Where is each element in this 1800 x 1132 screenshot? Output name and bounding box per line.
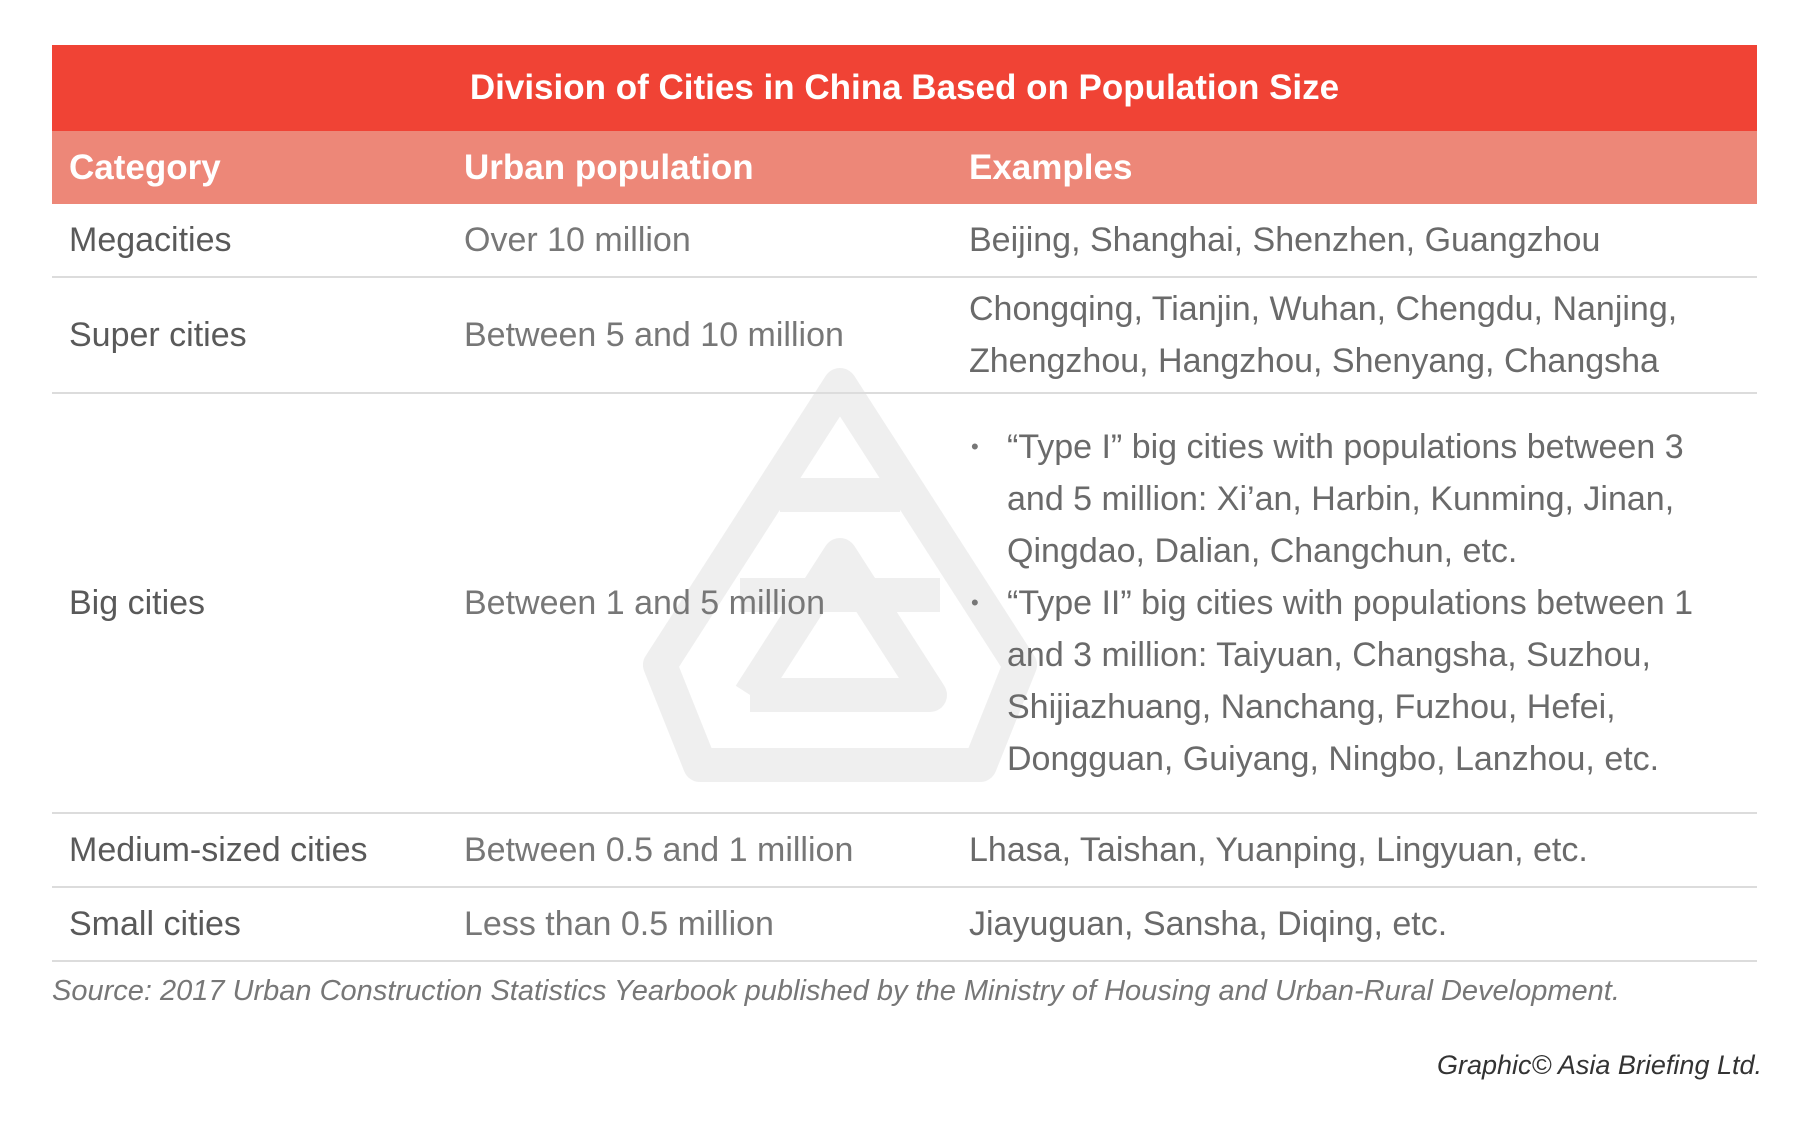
bullet-text: “Type II” big cities with populations between 1 and 3 million: Taiyuan, Changsha, Suzhou, Shijiazhuang, Nanchang, Fuzhou, Hefei, Dongguan, Guiyang, Ningbo, Lanzhou, etc. bbox=[1007, 584, 1694, 778]
row-examples: Chongqing, Tianjin, Wuhan, Chengdu, Nanjing, Zhengzhou, Hangzhou, Shenyang, Changsha bbox=[969, 290, 1678, 380]
row-population: Between 5 and 10 million bbox=[464, 316, 844, 354]
row-category: Big cities bbox=[69, 584, 206, 622]
row-examples: Lhasa, Taishan, Yuanping, Lingyuan, etc. bbox=[969, 831, 1588, 869]
row-examples: Jiayuguan, Sansha, Diqing, etc. bbox=[969, 905, 1448, 943]
row-category: Small cities bbox=[69, 905, 241, 943]
source-note: Source: 2017 Urban Construction Statistics Yearbook published by the Ministry of Housing and Urban-Rural Development. bbox=[52, 975, 1620, 1007]
row-population: Between 1 and 5 million bbox=[464, 584, 826, 622]
row-category: Megacities bbox=[69, 221, 232, 259]
row-population: Between 0.5 and 1 million bbox=[464, 831, 854, 869]
row-category: Medium-sized cities bbox=[69, 831, 368, 869]
table-row bbox=[52, 814, 1757, 888]
bullet-icon: • bbox=[971, 590, 979, 615]
population-table bbox=[52, 45, 1757, 962]
bullet-item bbox=[969, 421, 1739, 577]
table-row bbox=[52, 278, 1757, 394]
row-population: Less than 0.5 million bbox=[464, 905, 774, 943]
header-category: Category bbox=[69, 147, 221, 187]
row-examples-bullets bbox=[969, 394, 1739, 812]
row-category: Super cities bbox=[69, 316, 247, 354]
table-row bbox=[52, 888, 1757, 962]
table-row bbox=[52, 394, 1757, 814]
table-title-text: Division of Cities in China Based on Population Size bbox=[469, 68, 1340, 107]
row-population: Over 10 million bbox=[464, 221, 691, 259]
bullet-icon: • bbox=[971, 434, 979, 459]
table-title bbox=[52, 45, 1757, 131]
header-population: Urban population bbox=[464, 147, 754, 187]
row-examples: Beijing, Shanghai, Shenzhen, Guangzhou bbox=[969, 221, 1601, 259]
bullet-list bbox=[969, 421, 1739, 785]
table-header-row bbox=[52, 131, 1757, 204]
bullet-text: “Type I” big cities with populations between 3 and 5 million: Xi’an, Harbin, Kunming, Jinan, Qingdao, Dalian, Changchun, etc. bbox=[1007, 428, 1684, 570]
bullet-item bbox=[969, 577, 1739, 785]
table-row bbox=[52, 204, 1757, 278]
credit-note: Graphic© Asia Briefing Ltd. bbox=[1436, 1050, 1762, 1080]
header-examples: Examples bbox=[969, 147, 1133, 187]
